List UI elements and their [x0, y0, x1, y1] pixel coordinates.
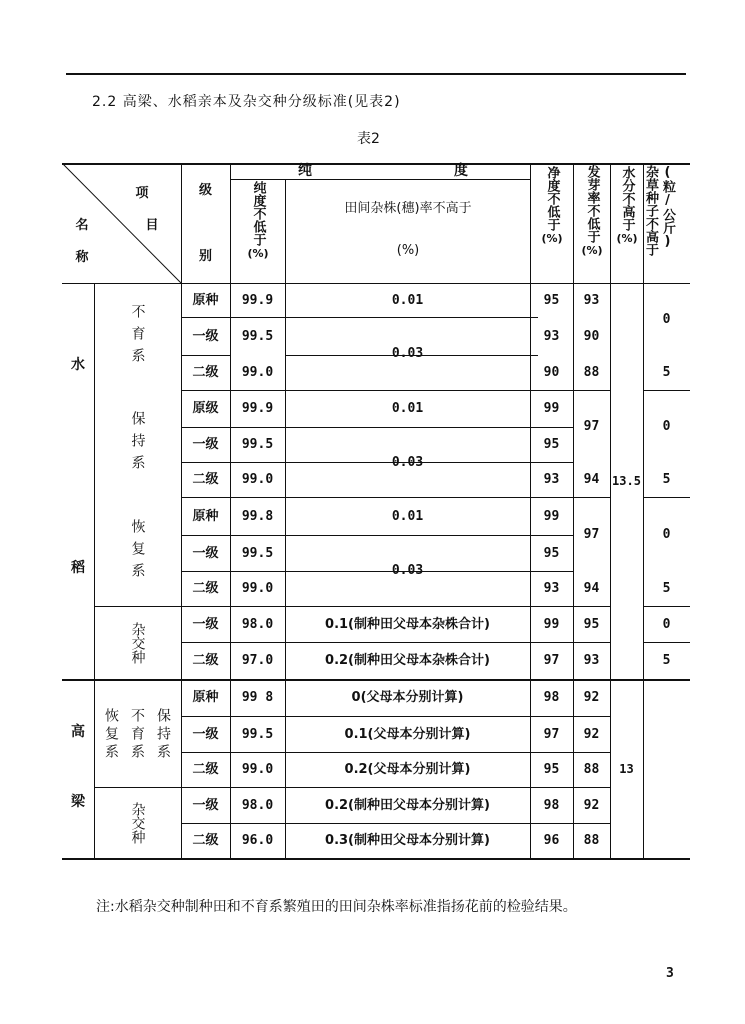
header-germination: 发芽率不低于 (%): [581, 165, 603, 257]
clean-cell: 95: [543, 292, 560, 308]
header-mu: 目: [145, 217, 159, 233]
purity-cell: 97.0: [241, 653, 274, 668]
table-title: 表2: [357, 131, 380, 147]
header-field-impurity: 田间杂株(穗)率不高于: [344, 200, 472, 216]
field-cell: 0.2(父母本分别计算): [344, 762, 471, 777]
clean-cell: 93: [543, 472, 560, 487]
header-purity-left: 纯: [298, 163, 312, 179]
group-sorghum-restorer: 恢复系: [103, 708, 119, 762]
clean-cell: 99: [543, 616, 560, 632]
grade-cell: 原种: [192, 292, 219, 308]
germ-cell: 92: [583, 797, 600, 813]
germ-cell: 92: [583, 690, 600, 705]
field-cell: 0.03: [391, 563, 424, 578]
germ-cell: 88: [583, 365, 600, 380]
purity-cell: 99.0: [241, 472, 274, 487]
purity-cell: 99 8: [241, 690, 274, 705]
grade-cell: 二级: [192, 833, 219, 848]
header-grade-top: 级: [198, 182, 212, 198]
clean-cell: 95: [543, 437, 560, 452]
weed-cell: 5: [662, 653, 671, 668]
clean-cell: 98: [543, 690, 560, 705]
germ-cell: 92: [583, 726, 600, 742]
weed-cell: 5: [662, 581, 671, 596]
weed-cell: 5: [662, 472, 671, 487]
clean-cell: 99: [543, 401, 560, 416]
group-hybrid: 杂交种: [129, 621, 146, 664]
field-cell: 0.03: [391, 454, 424, 470]
purity-cell: 99.0: [241, 365, 274, 380]
purity-cell: 99.9: [241, 401, 274, 416]
crop-sorghum-1: 高: [71, 724, 85, 740]
grade-cell: 二级: [192, 472, 219, 487]
group-sorghum-maintainer: 保持系: [155, 708, 171, 762]
clean-cell: 96: [543, 833, 560, 848]
germ-cell: 90: [583, 328, 600, 344]
grade-cell: 一级: [192, 797, 219, 813]
purity-cell: 96.0: [241, 833, 274, 848]
grade-cell: 原种: [192, 508, 219, 524]
field-cell: 0.1(制种田父母本杂株合计): [325, 616, 490, 632]
crop-rice-1: 水: [71, 357, 85, 373]
field-cell: 0.01: [391, 401, 424, 416]
field-cell: 0.03: [391, 346, 424, 361]
clean-cell: 98: [543, 797, 560, 813]
purity-cell: 99.8: [241, 508, 274, 524]
purity-cell: 99.0: [241, 581, 274, 596]
clean-cell: 97: [543, 726, 560, 742]
grade-cell: 一级: [192, 437, 219, 452]
header-purity-right: 度: [454, 163, 468, 179]
header-purity-min: 纯度不低于 (%): [247, 181, 269, 260]
grade-cell: 一级: [192, 328, 219, 344]
germ-cell: 93: [583, 653, 600, 668]
clean-cell: 93: [543, 328, 560, 344]
purity-cell: 99.0: [241, 762, 274, 777]
germ-cell: 94: [583, 472, 600, 487]
group-sterile: 不育系: [129, 303, 146, 370]
field-cell: 0.3(制种田父母本分别计算): [325, 833, 490, 848]
field-cell: 0.1(父母本分别计算): [344, 726, 471, 742]
weed-cell: 0: [662, 418, 671, 434]
header-moisture: 水分不高于 (%): [616, 166, 638, 245]
clean-cell: 90: [543, 365, 560, 380]
grade-cell: 一级: [192, 726, 219, 742]
field-cell: 0.2(制种田父母本分别计算): [325, 797, 490, 813]
clean-cell: 95: [543, 762, 560, 777]
weed-cell: 5: [662, 365, 671, 380]
germ-cell: 88: [583, 833, 600, 848]
field-cell: 0.01: [391, 508, 424, 524]
group-maintainer: 保持系: [129, 410, 146, 477]
grade-cell: 原级: [192, 401, 219, 416]
header-cheng: 称: [75, 249, 89, 265]
clean-cell: 97: [543, 653, 560, 668]
weed-cell: 0: [662, 311, 671, 327]
clean-cell: 95: [543, 545, 560, 561]
crop-sorghum-2: 梁: [71, 794, 85, 810]
grade-cell: 二级: [192, 365, 219, 380]
grade-cell: 一级: [192, 616, 219, 632]
header-grade-bottom: 别: [198, 248, 212, 264]
purity-cell: 98.0: [241, 797, 274, 813]
purity-cell: 99.5: [241, 437, 274, 452]
purity-cell: 99.5: [241, 726, 274, 742]
grade-cell: 二级: [192, 762, 219, 777]
germ-cell: 95: [583, 616, 600, 632]
header-weed: 杂草种子不高于 (粒/公斤): [643, 165, 675, 256]
germ-cell: 97: [583, 526, 600, 542]
germ-cell: 88: [583, 762, 600, 777]
section-heading: 2.2 高梁、水稻亲本及杂交种分级标准(见表2): [92, 94, 401, 110]
clean-cell: 93: [543, 581, 560, 596]
grade-cell: 二级: [192, 581, 219, 596]
purity-cell: 98.0: [241, 616, 274, 632]
germ-cell: 94: [583, 581, 600, 596]
header-name: 名: [75, 217, 89, 233]
weed-cell: 0: [662, 526, 671, 542]
grade-cell: 一级: [192, 545, 219, 561]
top-rule: [66, 73, 686, 75]
field-cell: 0.2(制种田父母本杂株合计): [325, 653, 490, 668]
group-sorghum-sterile: 不育系: [129, 708, 145, 762]
field-cell: 0(父母本分别计算): [351, 690, 464, 705]
moisture-cell: 13: [619, 761, 634, 776]
grade-cell: 二级: [192, 653, 219, 668]
purity-cell: 99.9: [241, 292, 274, 308]
germ-cell: 93: [583, 292, 600, 308]
group-restorer: 恢复系: [129, 518, 146, 585]
field-cell: 0.01: [391, 292, 424, 308]
table-note: 注:水稻杂交种制种田和不育系繁殖田的田间杂株率标准指扬花前的检验结果。: [96, 899, 577, 915]
grade-cell: 原种: [192, 690, 219, 705]
clean-cell: 99: [543, 508, 560, 524]
moisture-cell: 13.5: [612, 474, 641, 488]
header-field-impurity-unit: (%): [396, 242, 420, 258]
weed-cell: 0: [662, 616, 671, 632]
purity-cell: 99.5: [241, 545, 274, 561]
crop-rice-2: 稻: [71, 560, 85, 576]
germ-cell: 97: [583, 418, 600, 434]
group-sorghum-hybrid: 杂交种: [129, 801, 146, 844]
header-cleanliness: 净度不低于 (%): [541, 166, 563, 245]
purity-cell: 99.5: [241, 328, 274, 344]
header-item: 项: [135, 185, 149, 201]
page-number: 3: [666, 966, 674, 981]
